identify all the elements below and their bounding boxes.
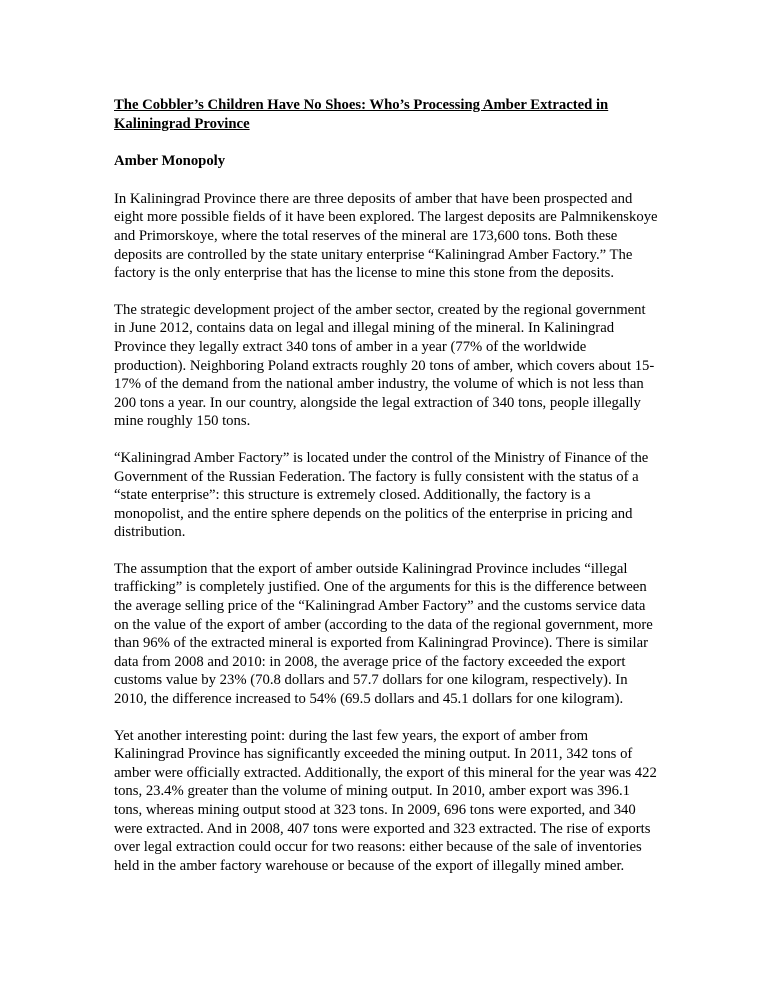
document-body <box>114 96 659 893</box>
paragraph-amber-deposits: In Kaliningrad Province there are three deposits of amber that have been prospected and eight more possible fields of it have been explored. The largest deposits are Palmnikenskoye and Primorskoye, where the total reserves of the mineral are 173,600 tons. Both these deposits are controlled by the state unitary enterprise “Kaliningrad Amber Factory.” The factory is the only enterprise that has the license to mine this stone from the deposits. <box>114 190 658 282</box>
paragraph-illegal-trafficking: The assumption that the export of amber outside Kaliningrad Province includes “illegal trafficking” is completely justified. One of the arguments for this is the difference between the average selling price of the “Kaliningrad Amber Factory” and the customs service data on the value of the export of amber (according to the data of the regional government, more than 96% of the extracted mineral is exported from Kaliningrad Province). There is similar data from 2008 and 2010: in 2008, the average price of the factory exceeded the export customs value by 23% (70.8 dollars and 57.7 dollars for one kilogram, respectively). In 2010, the difference increased to 54% (69.5 dollars and 45.1 dollars for one kilogram). <box>114 560 653 708</box>
document-title: The Cobbler’s Children Have No Shoes: Who’s Processing Amber Extracted in Kaliningrad Province <box>114 97 609 132</box>
section-heading: Amber Monopoly <box>114 153 226 170</box>
paragraph-amber-factory-control: “Kaliningrad Amber Factory” is located under the control of the Ministry of Finance of the Government of the Russian Federation. The factory is fully consistent with the status of a “state enterprise”: this structure is extremely closed. Additionally, the factory is a monopolist, and the entire sphere depends on the politics of the enterprise in pricing and distribution. <box>114 449 649 541</box>
paragraph-export-vs-mining: Yet another interesting point: during the last few years, the export of amber from Kaliningrad Province has significantly exceeded the mining output. In 2011, 342 tons of amber were officially extracted. Additionally, the export of this mineral for the year was 422 tons, 23.4% greater than the volume of mining output. In 2010, amber export was 396.1 tons, whereas mining output stood at 323 tons. In 2009, 696 tons were exported, and 340 were extracted. And in 2008, 407 tons were exported and 323 extracted. The rise of exports over legal extraction could occur for two reasons: either because of the sale of inventories held in the amber factory warehouse or because of the export of illegally mined amber. <box>114 727 657 874</box>
paragraph-strategic-project: The strategic development project of the amber sector, created by the regional government in June 2012, contains data on legal and illegal mining of the mineral. In Kaliningrad Province they legally extract 340 tons of amber in a year (77% of the worldwide production). Neighboring Poland extracts roughly 20 tons of amber, which covers about 15-17% of the demand from the national amber industry, the volume of which is not less than 200 tons a year. In our country, alongside the legal extraction of 340 tons, people illegally mine roughly 150 tons. <box>114 301 655 430</box>
